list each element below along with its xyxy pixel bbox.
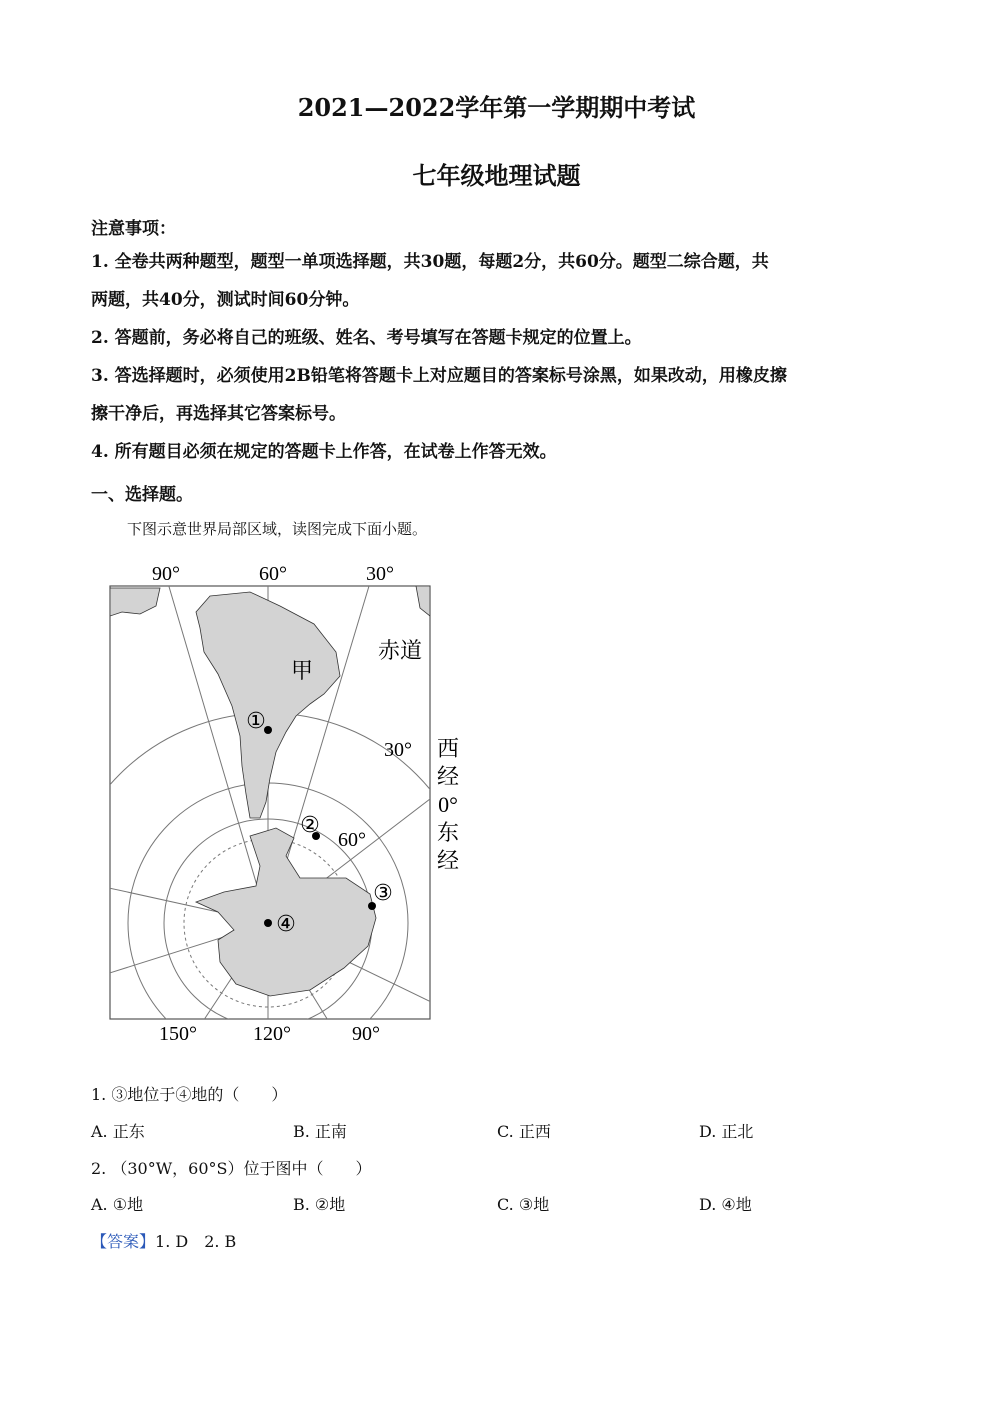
question-1-option-d: D. 正北	[699, 1122, 754, 1141]
notes-heading: 注意事项：	[91, 219, 176, 239]
question-1-stem: 1. ③地位于④地的（ ）	[91, 1085, 288, 1104]
note-line: 擦干净后，再选择其它答案标号。	[91, 404, 346, 424]
lat-30-label: 30°	[384, 739, 412, 761]
note-line: 1. 全卷共两种题型，题型一单项选择题，共30题，每题2分，共60分。题型二综合题，共	[91, 252, 769, 272]
point-4-dot	[264, 919, 272, 927]
section-title: 一、选择题。	[91, 485, 193, 505]
note-line: 两题，共40分，测试时间60分钟。	[91, 290, 360, 310]
section-intro: 下图示意世界局部区域，读图完成下面小题。	[127, 520, 428, 538]
note-line: 3. 答选择题时，必须使用2B铅笔将答题卡上对应题目的答案标号涂黑，如果改动，用橡皮擦	[91, 366, 787, 386]
map-bottom-label: 120°	[253, 1023, 291, 1045]
point-3-label: ③	[373, 881, 393, 906]
meridian-label-char: 东	[436, 821, 460, 846]
lat-60-label: 60°	[338, 829, 366, 851]
question-1-option-a: A. 正东	[91, 1122, 145, 1141]
map-top-label: 60°	[259, 563, 287, 585]
continent-label-jia: 甲	[290, 659, 314, 684]
map-bottom-label: 150°	[159, 1023, 197, 1045]
question-2-option-c: C. ③地	[497, 1195, 550, 1214]
map-top-label: 30°	[366, 563, 394, 585]
question-2-option-b: B. ②地	[293, 1195, 346, 1214]
meridian-label-char: 0°	[438, 792, 458, 817]
world-region-map	[100, 556, 480, 1056]
equator-label: 赤道	[377, 639, 423, 664]
meridian-label-char: 经	[436, 849, 460, 874]
question-1-option-b: B. 正南	[293, 1122, 347, 1141]
map-top-label: 90°	[152, 563, 180, 585]
exam-title: 2021—2022学年第一学期期中考试	[297, 93, 696, 122]
question-2-option-d: D. ④地	[699, 1195, 752, 1214]
note-line: 4. 所有题目必须在规定的答题卡上作答，在试卷上作答无效。	[91, 442, 557, 462]
point-1-label: ①	[246, 709, 266, 734]
map-bottom-label: 90°	[352, 1023, 380, 1045]
question-2-option-a: A. ①地	[91, 1195, 144, 1214]
prime-meridian-label	[437, 737, 459, 874]
question-1-option-c: C. 正西	[497, 1122, 551, 1141]
question-2-stem: 2. （30°W，60°S）位于图中（ ）	[91, 1159, 372, 1178]
note-line: 2. 答题前，务必将自己的班级、姓名、考号填写在答题卡规定的位置上。	[91, 328, 642, 348]
point-4-label: ④	[276, 912, 296, 937]
answer-tag: 【答案】	[91, 1232, 156, 1251]
meridian-label-char: 西	[436, 737, 460, 762]
meridian-label-char: 经	[436, 765, 460, 790]
point-2-label: ②	[300, 813, 320, 838]
answer-text: 1. D 2. B	[155, 1232, 237, 1251]
answer-line	[91, 1229, 236, 1252]
exam-subtitle: 七年级地理试题	[412, 161, 581, 190]
